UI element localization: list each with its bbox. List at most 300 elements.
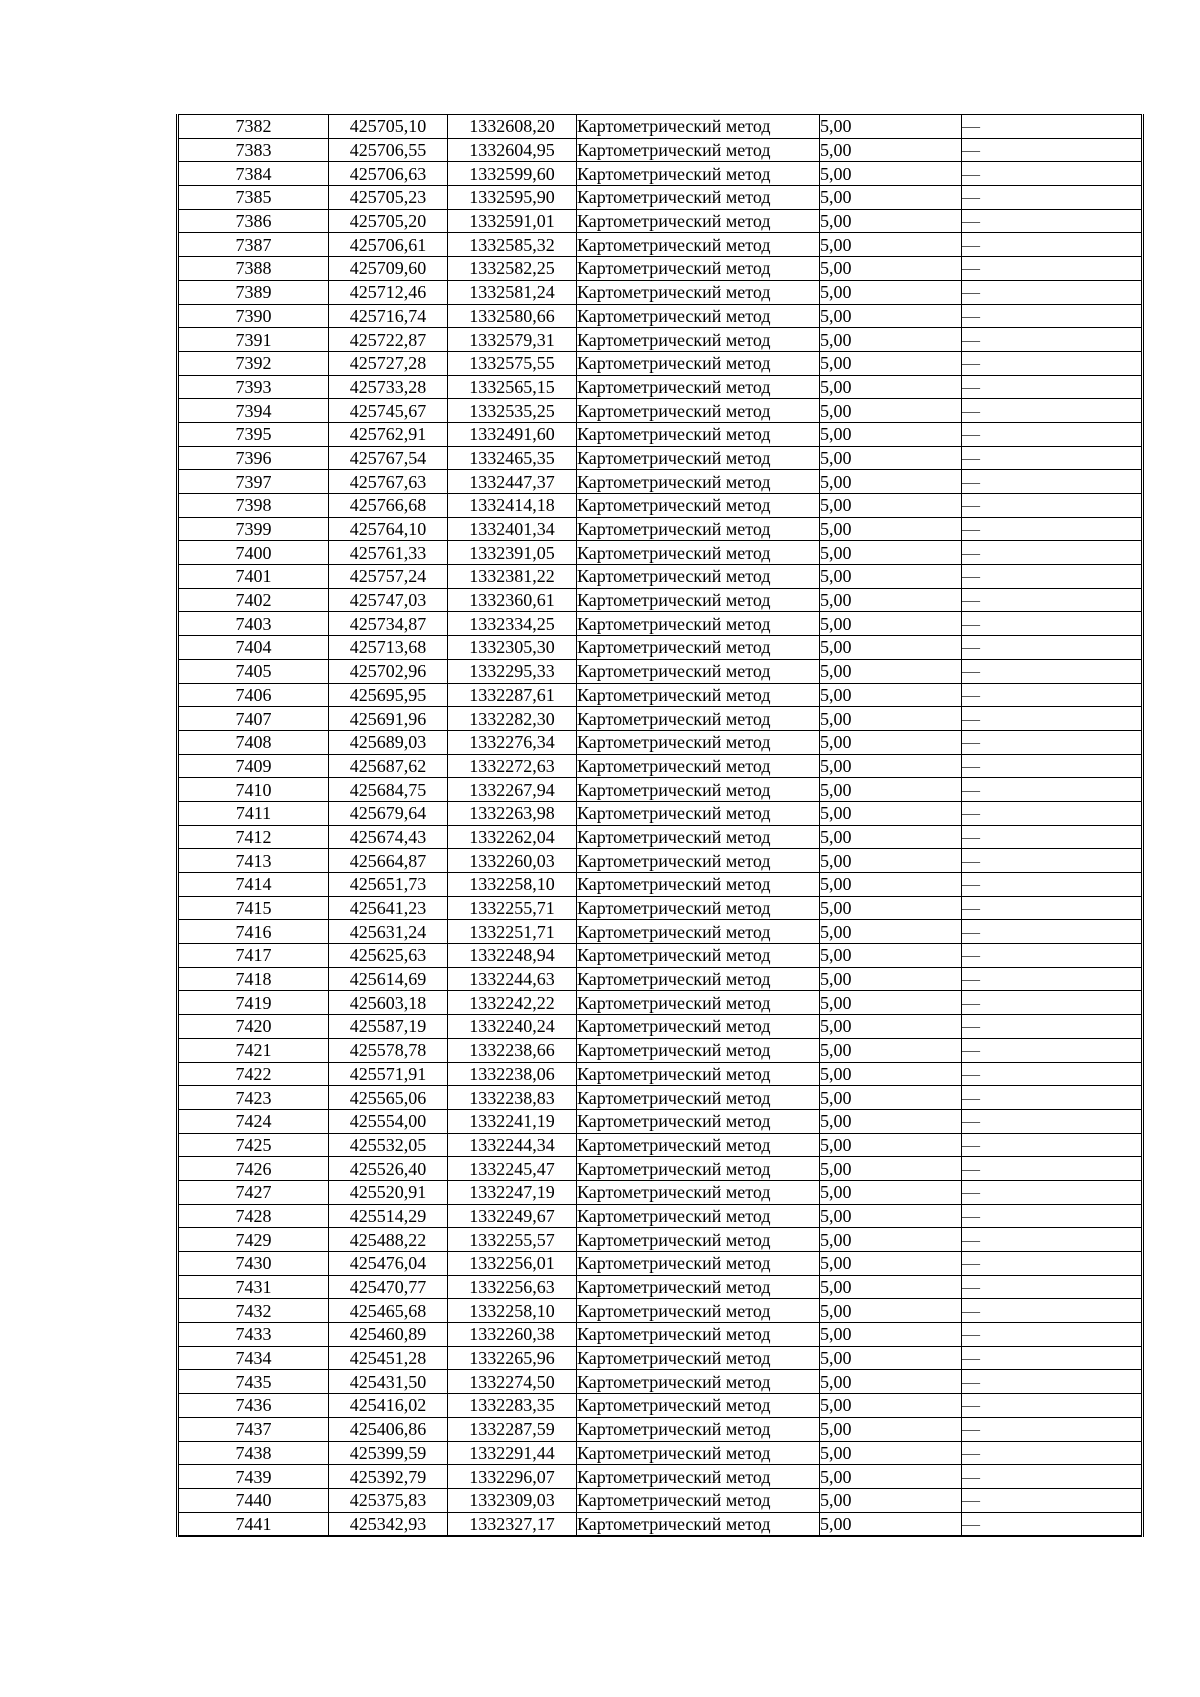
x-coordinate-cell: 425465,68 xyxy=(329,1299,448,1323)
table-row xyxy=(178,162,1143,186)
method-cell: Картометрический метод xyxy=(577,399,820,423)
accuracy-cell: 5,00 xyxy=(820,1323,962,1347)
x-coordinate-cell: 425476,04 xyxy=(329,1252,448,1276)
description-cell: — xyxy=(962,209,1143,233)
method-cell: Картометрический метод xyxy=(577,873,820,897)
point-number-cell: 7399 xyxy=(178,517,329,541)
accuracy-cell: 5,00 xyxy=(820,280,962,304)
method-cell: Картометрический метод xyxy=(577,375,820,399)
y-coordinate-cell: 1332291,44 xyxy=(448,1441,577,1465)
description-cell: — xyxy=(962,920,1143,944)
description-cell: — xyxy=(962,896,1143,920)
y-coordinate-cell: 1332251,71 xyxy=(448,920,577,944)
description-cell: — xyxy=(962,873,1143,897)
table-row xyxy=(178,636,1143,660)
description-cell: — xyxy=(962,1228,1143,1252)
table-row xyxy=(178,1015,1143,1039)
x-coordinate-cell: 425689,03 xyxy=(329,730,448,754)
table-row xyxy=(178,280,1143,304)
y-coordinate-cell: 1332381,22 xyxy=(448,565,577,589)
y-coordinate-cell: 1332581,24 xyxy=(448,280,577,304)
accuracy-cell: 5,00 xyxy=(820,351,962,375)
y-coordinate-cell: 1332391,05 xyxy=(448,541,577,565)
y-coordinate-cell: 1332604,95 xyxy=(448,138,577,162)
point-number-cell: 7383 xyxy=(178,138,329,162)
description-cell: — xyxy=(962,1015,1143,1039)
method-cell: Картометрический метод xyxy=(577,517,820,541)
table-row xyxy=(178,1252,1143,1276)
table-row xyxy=(178,920,1143,944)
point-number-cell: 7396 xyxy=(178,446,329,470)
point-number-cell: 7392 xyxy=(178,351,329,375)
description-cell: — xyxy=(962,730,1143,754)
accuracy-cell: 5,00 xyxy=(820,849,962,873)
point-number-cell: 7388 xyxy=(178,257,329,281)
point-number-cell: 7410 xyxy=(178,778,329,802)
point-number-cell: 7394 xyxy=(178,399,329,423)
point-number-cell: 7437 xyxy=(178,1417,329,1441)
accuracy-cell: 5,00 xyxy=(820,1346,962,1370)
table-row xyxy=(178,1204,1143,1228)
table-row xyxy=(178,944,1143,968)
accuracy-cell: 5,00 xyxy=(820,1252,962,1276)
point-number-cell: 7421 xyxy=(178,1038,329,1062)
method-cell: Картометрический метод xyxy=(577,1062,820,1086)
point-number-cell: 7402 xyxy=(178,588,329,612)
point-number-cell: 7412 xyxy=(178,825,329,849)
accuracy-cell: 5,00 xyxy=(820,754,962,778)
table-row xyxy=(178,517,1143,541)
table-row xyxy=(178,328,1143,352)
table-row xyxy=(178,1299,1143,1323)
description-cell: — xyxy=(962,1252,1143,1276)
description-cell: — xyxy=(962,517,1143,541)
table-row xyxy=(178,754,1143,778)
method-cell: Картометрический метод xyxy=(577,1417,820,1441)
accuracy-cell: 5,00 xyxy=(820,375,962,399)
point-number-cell: 7390 xyxy=(178,304,329,328)
y-coordinate-cell: 1332255,57 xyxy=(448,1228,577,1252)
method-cell: Картометрический метод xyxy=(577,494,820,518)
x-coordinate-cell: 425514,29 xyxy=(329,1204,448,1228)
point-number-cell: 7425 xyxy=(178,1133,329,1157)
method-cell: Картометрический метод xyxy=(577,162,820,186)
description-cell: — xyxy=(962,1157,1143,1181)
description-cell: — xyxy=(962,233,1143,257)
method-cell: Картометрический метод xyxy=(577,565,820,589)
point-number-cell: 7441 xyxy=(178,1512,329,1536)
point-number-cell: 7404 xyxy=(178,636,329,660)
table-row xyxy=(178,1417,1143,1441)
point-number-cell: 7385 xyxy=(178,186,329,210)
point-number-cell: 7439 xyxy=(178,1465,329,1489)
method-cell: Картометрический метод xyxy=(577,1488,820,1512)
description-cell: — xyxy=(962,1038,1143,1062)
method-cell: Картометрический метод xyxy=(577,825,820,849)
method-cell: Картометрический метод xyxy=(577,1512,820,1536)
method-cell: Картометрический метод xyxy=(577,707,820,731)
point-number-cell: 7409 xyxy=(178,754,329,778)
accuracy-cell: 5,00 xyxy=(820,138,962,162)
table-row xyxy=(178,1133,1143,1157)
point-number-cell: 7429 xyxy=(178,1228,329,1252)
table-row xyxy=(178,115,1143,139)
y-coordinate-cell: 1332565,15 xyxy=(448,375,577,399)
table-row xyxy=(178,778,1143,802)
y-coordinate-cell: 1332309,03 xyxy=(448,1488,577,1512)
description-cell: — xyxy=(962,470,1143,494)
description-cell: — xyxy=(962,115,1143,139)
point-number-cell: 7435 xyxy=(178,1370,329,1394)
table-body xyxy=(178,115,1143,1537)
coordinates-table xyxy=(176,114,1144,1537)
x-coordinate-cell: 425532,05 xyxy=(329,1133,448,1157)
description-cell: — xyxy=(962,991,1143,1015)
y-coordinate-cell: 1332244,34 xyxy=(448,1133,577,1157)
x-coordinate-cell: 425664,87 xyxy=(329,849,448,873)
description-cell: — xyxy=(962,778,1143,802)
x-coordinate-cell: 425722,87 xyxy=(329,328,448,352)
method-cell: Картометрический метод xyxy=(577,1157,820,1181)
y-coordinate-cell: 1332582,25 xyxy=(448,257,577,281)
point-number-cell: 7424 xyxy=(178,1109,329,1133)
x-coordinate-cell: 425571,91 xyxy=(329,1062,448,1086)
accuracy-cell: 5,00 xyxy=(820,1109,962,1133)
description-cell: — xyxy=(962,1086,1143,1110)
accuracy-cell: 5,00 xyxy=(820,494,962,518)
description-cell: — xyxy=(962,1465,1143,1489)
x-coordinate-cell: 425603,18 xyxy=(329,991,448,1015)
accuracy-cell: 5,00 xyxy=(820,304,962,328)
description-cell: — xyxy=(962,659,1143,683)
y-coordinate-cell: 1332575,55 xyxy=(448,351,577,375)
description-cell: — xyxy=(962,849,1143,873)
accuracy-cell: 5,00 xyxy=(820,1394,962,1418)
table-row xyxy=(178,186,1143,210)
point-number-cell: 7393 xyxy=(178,375,329,399)
x-coordinate-cell: 425392,79 xyxy=(329,1465,448,1489)
accuracy-cell: 5,00 xyxy=(820,257,962,281)
point-number-cell: 7398 xyxy=(178,494,329,518)
point-number-cell: 7436 xyxy=(178,1394,329,1418)
y-coordinate-cell: 1332260,38 xyxy=(448,1323,577,1347)
table-row xyxy=(178,1441,1143,1465)
y-coordinate-cell: 1332258,10 xyxy=(448,1299,577,1323)
method-cell: Картометрический метод xyxy=(577,659,820,683)
accuracy-cell: 5,00 xyxy=(820,1180,962,1204)
table-row xyxy=(178,1086,1143,1110)
description-cell: — xyxy=(962,1346,1143,1370)
point-number-cell: 7417 xyxy=(178,944,329,968)
point-number-cell: 7405 xyxy=(178,659,329,683)
accuracy-cell: 5,00 xyxy=(820,470,962,494)
y-coordinate-cell: 1332579,31 xyxy=(448,328,577,352)
x-coordinate-cell: 425691,96 xyxy=(329,707,448,731)
description-cell: — xyxy=(962,565,1143,589)
method-cell: Картометрический метод xyxy=(577,1441,820,1465)
x-coordinate-cell: 425761,33 xyxy=(329,541,448,565)
method-cell: Картометрический метод xyxy=(577,446,820,470)
x-coordinate-cell: 425727,28 xyxy=(329,351,448,375)
method-cell: Картометрический метод xyxy=(577,1015,820,1039)
point-number-cell: 7407 xyxy=(178,707,329,731)
accuracy-cell: 5,00 xyxy=(820,1417,962,1441)
table-row xyxy=(178,1346,1143,1370)
method-cell: Картометрический метод xyxy=(577,754,820,778)
method-cell: Картометрический метод xyxy=(577,588,820,612)
table-row xyxy=(178,849,1143,873)
table-row xyxy=(178,304,1143,328)
method-cell: Картометрический метод xyxy=(577,186,820,210)
point-number-cell: 7413 xyxy=(178,849,329,873)
description-cell: — xyxy=(962,967,1143,991)
table-row xyxy=(178,1394,1143,1418)
method-cell: Картометрический метод xyxy=(577,115,820,139)
description-cell: — xyxy=(962,494,1143,518)
y-coordinate-cell: 1332585,32 xyxy=(448,233,577,257)
y-coordinate-cell: 1332238,66 xyxy=(448,1038,577,1062)
x-coordinate-cell: 425375,83 xyxy=(329,1488,448,1512)
accuracy-cell: 5,00 xyxy=(820,115,962,139)
point-number-cell: 7432 xyxy=(178,1299,329,1323)
x-coordinate-cell: 425406,86 xyxy=(329,1417,448,1441)
method-cell: Картометрический метод xyxy=(577,1275,820,1299)
accuracy-cell: 5,00 xyxy=(820,588,962,612)
method-cell: Картометрический метод xyxy=(577,991,820,1015)
accuracy-cell: 5,00 xyxy=(820,896,962,920)
method-cell: Картометрический метод xyxy=(577,1252,820,1276)
y-coordinate-cell: 1332267,94 xyxy=(448,778,577,802)
table-row xyxy=(178,470,1143,494)
accuracy-cell: 5,00 xyxy=(820,1370,962,1394)
method-cell: Картометрический метод xyxy=(577,612,820,636)
table-row xyxy=(178,1180,1143,1204)
table-row xyxy=(178,683,1143,707)
y-coordinate-cell: 1332580,66 xyxy=(448,304,577,328)
point-number-cell: 7397 xyxy=(178,470,329,494)
accuracy-cell: 5,00 xyxy=(820,328,962,352)
point-number-cell: 7430 xyxy=(178,1252,329,1276)
y-coordinate-cell: 1332535,25 xyxy=(448,399,577,423)
method-cell: Картометрический метод xyxy=(577,1038,820,1062)
y-coordinate-cell: 1332238,83 xyxy=(448,1086,577,1110)
accuracy-cell: 5,00 xyxy=(820,1441,962,1465)
x-coordinate-cell: 425520,91 xyxy=(329,1180,448,1204)
x-coordinate-cell: 425470,77 xyxy=(329,1275,448,1299)
table-row xyxy=(178,588,1143,612)
accuracy-cell: 5,00 xyxy=(820,825,962,849)
description-cell: — xyxy=(962,1417,1143,1441)
y-coordinate-cell: 1332247,19 xyxy=(448,1180,577,1204)
accuracy-cell: 5,00 xyxy=(820,920,962,944)
method-cell: Картометрический метод xyxy=(577,896,820,920)
x-coordinate-cell: 425651,73 xyxy=(329,873,448,897)
accuracy-cell: 5,00 xyxy=(820,1465,962,1489)
point-number-cell: 7387 xyxy=(178,233,329,257)
accuracy-cell: 5,00 xyxy=(820,1062,962,1086)
method-cell: Картометрический метод xyxy=(577,351,820,375)
point-number-cell: 7426 xyxy=(178,1157,329,1181)
point-number-cell: 7414 xyxy=(178,873,329,897)
table-row xyxy=(178,1157,1143,1181)
x-coordinate-cell: 425431,50 xyxy=(329,1370,448,1394)
table-row xyxy=(178,351,1143,375)
description-cell: — xyxy=(962,399,1143,423)
accuracy-cell: 5,00 xyxy=(820,683,962,707)
table-row xyxy=(178,612,1143,636)
point-number-cell: 7440 xyxy=(178,1488,329,1512)
accuracy-cell: 5,00 xyxy=(820,612,962,636)
y-coordinate-cell: 1332241,19 xyxy=(448,1109,577,1133)
point-number-cell: 7411 xyxy=(178,801,329,825)
method-cell: Картометрический метод xyxy=(577,801,820,825)
method-cell: Картометрический метод xyxy=(577,1180,820,1204)
description-cell: — xyxy=(962,351,1143,375)
x-coordinate-cell: 425764,10 xyxy=(329,517,448,541)
table-row xyxy=(178,257,1143,281)
point-number-cell: 7438 xyxy=(178,1441,329,1465)
method-cell: Картометрический метод xyxy=(577,138,820,162)
method-cell: Картометрический метод xyxy=(577,1370,820,1394)
x-coordinate-cell: 425716,74 xyxy=(329,304,448,328)
description-cell: — xyxy=(962,541,1143,565)
method-cell: Картометрический метод xyxy=(577,849,820,873)
accuracy-cell: 5,00 xyxy=(820,1299,962,1323)
point-number-cell: 7391 xyxy=(178,328,329,352)
description-cell: — xyxy=(962,1062,1143,1086)
accuracy-cell: 5,00 xyxy=(820,636,962,660)
description-cell: — xyxy=(962,304,1143,328)
method-cell: Картометрический метод xyxy=(577,730,820,754)
y-coordinate-cell: 1332262,04 xyxy=(448,825,577,849)
point-number-cell: 7395 xyxy=(178,422,329,446)
point-number-cell: 7420 xyxy=(178,1015,329,1039)
point-number-cell: 7423 xyxy=(178,1086,329,1110)
table-row xyxy=(178,138,1143,162)
y-coordinate-cell: 1332256,63 xyxy=(448,1275,577,1299)
x-coordinate-cell: 425641,23 xyxy=(329,896,448,920)
x-coordinate-cell: 425713,68 xyxy=(329,636,448,660)
description-cell: — xyxy=(962,707,1143,731)
point-number-cell: 7403 xyxy=(178,612,329,636)
description-cell: — xyxy=(962,1323,1143,1347)
x-coordinate-cell: 425342,93 xyxy=(329,1512,448,1536)
x-coordinate-cell: 425460,89 xyxy=(329,1323,448,1347)
x-coordinate-cell: 425674,43 xyxy=(329,825,448,849)
x-coordinate-cell: 425706,55 xyxy=(329,138,448,162)
description-cell: — xyxy=(962,280,1143,304)
description-cell: — xyxy=(962,1299,1143,1323)
method-cell: Картометрический метод xyxy=(577,1133,820,1157)
x-coordinate-cell: 425679,64 xyxy=(329,801,448,825)
table-row xyxy=(178,1323,1143,1347)
y-coordinate-cell: 1332274,50 xyxy=(448,1370,577,1394)
x-coordinate-cell: 425705,10 xyxy=(329,115,448,139)
accuracy-cell: 5,00 xyxy=(820,1488,962,1512)
accuracy-cell: 5,00 xyxy=(820,1228,962,1252)
method-cell: Картометрический метод xyxy=(577,304,820,328)
point-number-cell: 7401 xyxy=(178,565,329,589)
y-coordinate-cell: 1332287,61 xyxy=(448,683,577,707)
method-cell: Картометрический метод xyxy=(577,257,820,281)
y-coordinate-cell: 1332256,01 xyxy=(448,1252,577,1276)
y-coordinate-cell: 1332272,63 xyxy=(448,754,577,778)
x-coordinate-cell: 425687,62 xyxy=(329,754,448,778)
table-row xyxy=(178,707,1143,731)
x-coordinate-cell: 425705,20 xyxy=(329,209,448,233)
accuracy-cell: 5,00 xyxy=(820,1204,962,1228)
x-coordinate-cell: 425745,67 xyxy=(329,399,448,423)
accuracy-cell: 5,00 xyxy=(820,730,962,754)
x-coordinate-cell: 425399,59 xyxy=(329,1441,448,1465)
description-cell: — xyxy=(962,588,1143,612)
accuracy-cell: 5,00 xyxy=(820,991,962,1015)
x-coordinate-cell: 425614,69 xyxy=(329,967,448,991)
y-coordinate-cell: 1332238,06 xyxy=(448,1062,577,1086)
table-row xyxy=(178,991,1143,1015)
table-row xyxy=(178,565,1143,589)
table-row xyxy=(178,1109,1143,1133)
method-cell: Картометрический метод xyxy=(577,778,820,802)
method-cell: Картометрический метод xyxy=(577,967,820,991)
accuracy-cell: 5,00 xyxy=(820,778,962,802)
y-coordinate-cell: 1332244,63 xyxy=(448,967,577,991)
description-cell: — xyxy=(962,825,1143,849)
y-coordinate-cell: 1332287,59 xyxy=(448,1417,577,1441)
y-coordinate-cell: 1332447,37 xyxy=(448,470,577,494)
table-row xyxy=(178,1465,1143,1489)
x-coordinate-cell: 425695,95 xyxy=(329,683,448,707)
method-cell: Картометрический метод xyxy=(577,944,820,968)
method-cell: Картометрический метод xyxy=(577,683,820,707)
y-coordinate-cell: 1332591,01 xyxy=(448,209,577,233)
y-coordinate-cell: 1332240,24 xyxy=(448,1015,577,1039)
x-coordinate-cell: 425684,75 xyxy=(329,778,448,802)
description-cell: — xyxy=(962,1180,1143,1204)
table-row xyxy=(178,1370,1143,1394)
y-coordinate-cell: 1332296,07 xyxy=(448,1465,577,1489)
point-number-cell: 7428 xyxy=(178,1204,329,1228)
y-coordinate-cell: 1332242,22 xyxy=(448,991,577,1015)
table-row xyxy=(178,446,1143,470)
x-coordinate-cell: 425712,46 xyxy=(329,280,448,304)
point-number-cell: 7434 xyxy=(178,1346,329,1370)
x-coordinate-cell: 425766,68 xyxy=(329,494,448,518)
x-coordinate-cell: 425762,91 xyxy=(329,422,448,446)
table-row xyxy=(178,1275,1143,1299)
description-cell: — xyxy=(962,1204,1143,1228)
description-cell: — xyxy=(962,1441,1143,1465)
method-cell: Картометрический метод xyxy=(577,920,820,944)
table-row xyxy=(178,1038,1143,1062)
x-coordinate-cell: 425767,63 xyxy=(329,470,448,494)
x-coordinate-cell: 425631,24 xyxy=(329,920,448,944)
y-coordinate-cell: 1332249,67 xyxy=(448,1204,577,1228)
description-cell: — xyxy=(962,1109,1143,1133)
point-number-cell: 7389 xyxy=(178,280,329,304)
point-number-cell: 7415 xyxy=(178,896,329,920)
table-row xyxy=(178,659,1143,683)
method-cell: Картометрический метод xyxy=(577,470,820,494)
y-coordinate-cell: 1332255,71 xyxy=(448,896,577,920)
table-row xyxy=(178,967,1143,991)
method-cell: Картометрический метод xyxy=(577,1394,820,1418)
method-cell: Картометрический метод xyxy=(577,1323,820,1347)
table-row xyxy=(178,801,1143,825)
method-cell: Картометрический метод xyxy=(577,209,820,233)
description-cell: — xyxy=(962,1512,1143,1536)
y-coordinate-cell: 1332276,34 xyxy=(448,730,577,754)
